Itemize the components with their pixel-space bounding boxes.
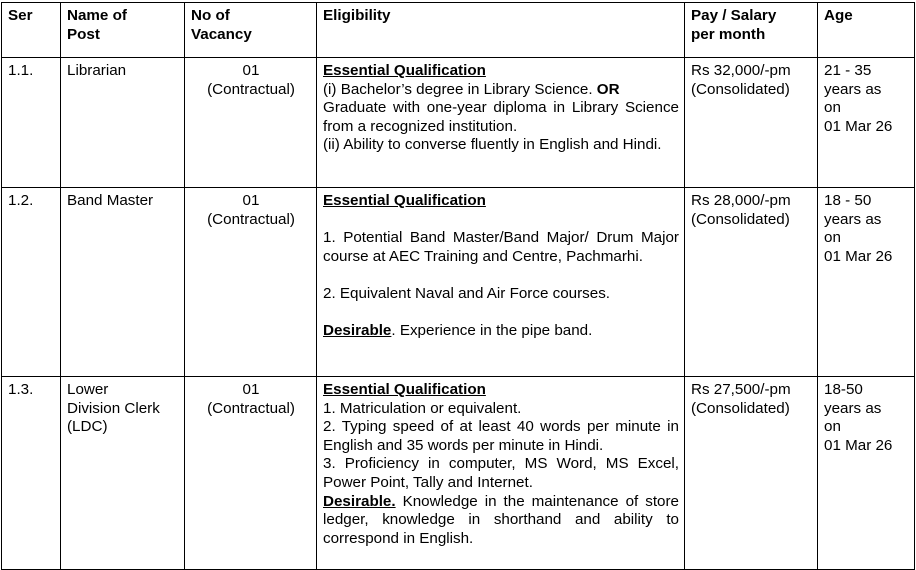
desirable-heading: Desirable. (323, 492, 396, 510)
vacancy-cell: 01 (Contractual) (185, 188, 317, 377)
table-row (2, 188, 915, 377)
eligibility-cell: Essential Qualification 1. Potential Band Master/Band Major/ Drum Major course at AEC Training and Centre, Pachmarhi. 2. Equivalent Naval and Air Force courses. Desirable. Experience in the pipe band. (317, 188, 685, 377)
pay-cell: Rs 32,000/-pm (Consolidated) (685, 58, 818, 188)
age-cell: 18-50 years as on 01 Mar 26 (818, 377, 915, 570)
essential-qualification-heading: Essential Qualification (323, 62, 486, 79)
post-cell: Librarian (61, 58, 185, 188)
header-ser: Ser (2, 3, 61, 58)
header-pay: Pay / Salary per month (685, 3, 818, 58)
header-row (2, 3, 915, 58)
header-vacancy: No of Vacancy (185, 3, 317, 58)
essential-qualification-heading: Essential Qualification (323, 192, 486, 209)
eligibility-cell: Essential Qualification (i) Bachelor’s degree in Library Science. OR Graduate with one-year diploma in Library Science from a recognized institution. (ii) Ability to converse fluently in English and Hindi. (317, 58, 685, 188)
header-age: Age (818, 3, 915, 58)
vacancy-cell: 01 (Contractual) (185, 377, 317, 570)
table-row (2, 377, 915, 570)
ser-cell: 1.3. (2, 377, 61, 570)
vacancy-table (1, 2, 915, 570)
age-cell: 21 - 35 years as on 01 Mar 26 (818, 58, 915, 188)
vacancy-cell: 01 (Contractual) (185, 58, 317, 188)
post-cell: Lower Division Clerk (LDC) (61, 377, 185, 570)
desirable-heading: Desirable (323, 322, 392, 340)
post-cell: Band Master (61, 188, 185, 377)
age-cell: 18 - 50 years as on 01 Mar 26 (818, 188, 915, 377)
pay-cell: Rs 27,500/-pm (Consolidated) (685, 377, 818, 570)
header-post: Name of Post (61, 3, 185, 58)
essential-qualification-heading: Essential Qualification (323, 381, 486, 398)
ser-cell: 1.1. (2, 58, 61, 188)
pay-cell: Rs 28,000/-pm (Consolidated) (685, 188, 818, 377)
ser-cell: 1.2. (2, 188, 61, 377)
table-row (2, 58, 915, 188)
header-eligibility: Eligibility (317, 3, 685, 58)
eligibility-cell: Essential Qualification 1. Matriculation or equivalent. 2. Typing speed of at least 40 words per minute in English and 35 words per minute in Hindi. 3. Proficiency in computer, MS Word, MS Excel, Power Point, Tally and Internet. Desirable. Knowledge in the maintenance of store ledger, knowledge in shorthand and ability to correspond in English. (317, 377, 685, 570)
